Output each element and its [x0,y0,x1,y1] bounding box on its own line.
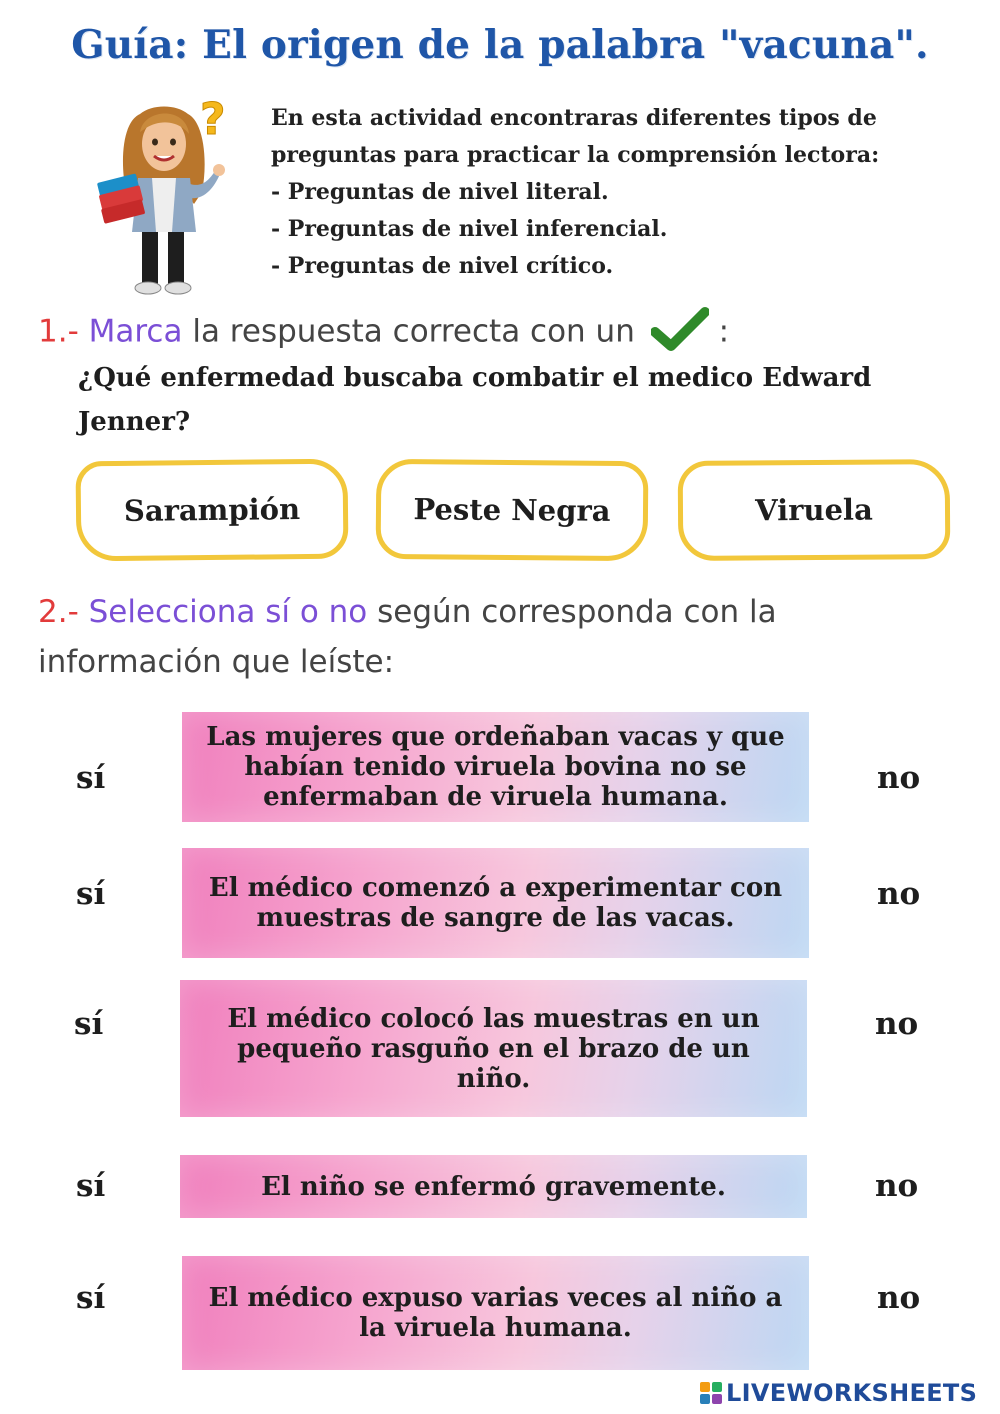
brand-text: LIVEWORKSHEETS [726,1379,978,1407]
svg-text:?: ? [200,94,226,145]
question-line: ¿Qué enfermedad buscaba combatir el medico Edward [78,363,872,393]
no-option[interactable]: no [877,1280,921,1316]
section-keyword: Selecciona sí o no [88,594,368,630]
yes-option[interactable]: sí [76,876,106,912]
statement-4: El niño se enfermó gravemente. [180,1155,807,1218]
no-option[interactable]: no [875,1006,919,1042]
section-2-heading-line2: información que leíste: [38,644,395,680]
statement-5: El médico expuso varias veces al niño a la viruela humana. [182,1256,809,1370]
intro-text [271,100,911,285]
liveworksheets-logo [700,1378,977,1408]
yes-option[interactable]: sí [76,1168,106,1204]
intro-line: En esta actividad encontraras diferentes tipos de [271,105,877,131]
no-option[interactable]: no [875,1168,919,1204]
question-1-text [78,356,928,444]
page-title: Guía: El origen de la palabra "vacuna". [71,22,929,68]
section-number: 1.- [38,313,79,350]
yes-option[interactable]: sí [76,760,106,796]
yes-option[interactable]: sí [74,1006,104,1042]
question-line: Jenner? [78,407,191,437]
section-keyword: Marca [88,313,183,350]
no-option[interactable]: no [877,760,921,796]
option-viruela[interactable]: Viruela [678,459,951,561]
brand-logo-icon [700,1382,722,1404]
section-instruction-suffix: : [718,313,730,350]
intro-line: - Preguntas de nivel inferencial. [271,216,668,242]
intro-line: - Preguntas de nivel crítico. [271,253,614,279]
section-instruction: según corresponda con la [377,594,777,630]
statement-3: El médico colocó las muestras en un pequeño rasguño en el brazo de un niño. [180,980,807,1117]
option-peste-negra[interactable]: Peste Negra [376,459,649,561]
intro-line: preguntas para practicar la comprensión lectora: [271,142,880,168]
section-2-heading [38,594,777,630]
yes-option[interactable]: sí [76,1280,106,1316]
option-sarampion[interactable]: Sarampión [75,459,348,562]
statement-1: Las mujeres que ordeñaban vacas y que habían tenido viruela bovina no se enfermaban de viruela humana. [182,712,809,822]
section-number: 2.- [38,594,79,630]
section-instruction: la respuesta correcta con un [192,313,635,350]
no-option[interactable]: no [877,876,921,912]
checkmark-icon [651,306,709,360]
teacher-with-books-question-icon [92,92,242,297]
section-1-heading [38,306,729,360]
intro-line: - Preguntas de nivel literal. [271,179,609,205]
statement-2: El médico comenzó a experimentar con muestras de sangre de las vacas. [182,848,809,958]
